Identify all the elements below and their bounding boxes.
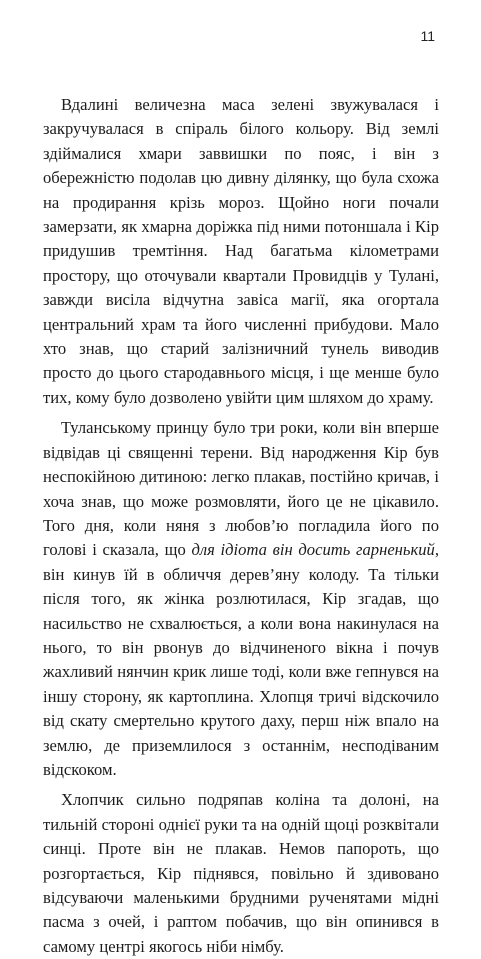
paragraph-1: Вдалині величезна маса зелені звужувалася і закручувалася в спіраль білого кольору. Від землі здіймалися хмари заввишки по пояс, і він з обережністю подолав цю дивну ділянку, що була схожа на продирання крізь мороз. Щойно ноги почали замерзати, як хмарна доріжка під ними потоншала і Кір придушив тремтіння. Над багатьма кілометрами простору, що оточували квартали Провидців у Тулані, завжди висіла відчутна завіса магії, яка огортала центральний храм та його численні прибудови. Мало хто знав, що старий залізничний тунель виводив просто до цього стародавнього місця, і ще менше було тих, кому було дозволено увійти цим шляхом до храму. [43,95,439,407]
paragraph-3: Хлопчик сильно подряпав коліна та долоні, на тильній стороні однієї руки та на одній щоці розквітали синці. Проте він не плакав. Немов папороть, що розгортається, Кір піднявся, повільно й здивовано відсуваючи маленькими брудними рученятами мідні пасма з очей, і раптом побачив, що він опинився в самому центрі якогось ніби німбу. [43,790,439,956]
page-number: 11 [420,28,435,44]
paragraph-2 [43,416,439,782]
paragraph-2-italic-quote: для ідіота він досить гарненький [191,540,435,560]
paragraph-2-text-after: , він кинув їй в обличчя дерев’яну колоду. Та тільки після того, як жінка розлютилася, Кір згадав, що насильство не схвалюється, а коли вона накинулася на нього, то він рвонув до відчиненого вікна і почув жахливий нянчин крик лише тоді, коли вже гепнувся на іншу сторону, як картоплина. Хлопця тричі відскочило від скату смертельно крутого даху, перш ніж впало на землю, де приземлилося з останнім, несподіваним відскоком. [43,540,439,779]
paragraph-2-text-before: Туланському принцу було три роки, коли він вперше відвідав ці священні терени. Від народження Кір був неспокійною дитиною: легко плакав, постійно кричав, і хоча знав, що може розмовляти, його це не цікавило. Того дня, коли няня з любов’ю погладила його по голові і сказала, що [43,418,439,560]
body-text [43,93,439,959]
